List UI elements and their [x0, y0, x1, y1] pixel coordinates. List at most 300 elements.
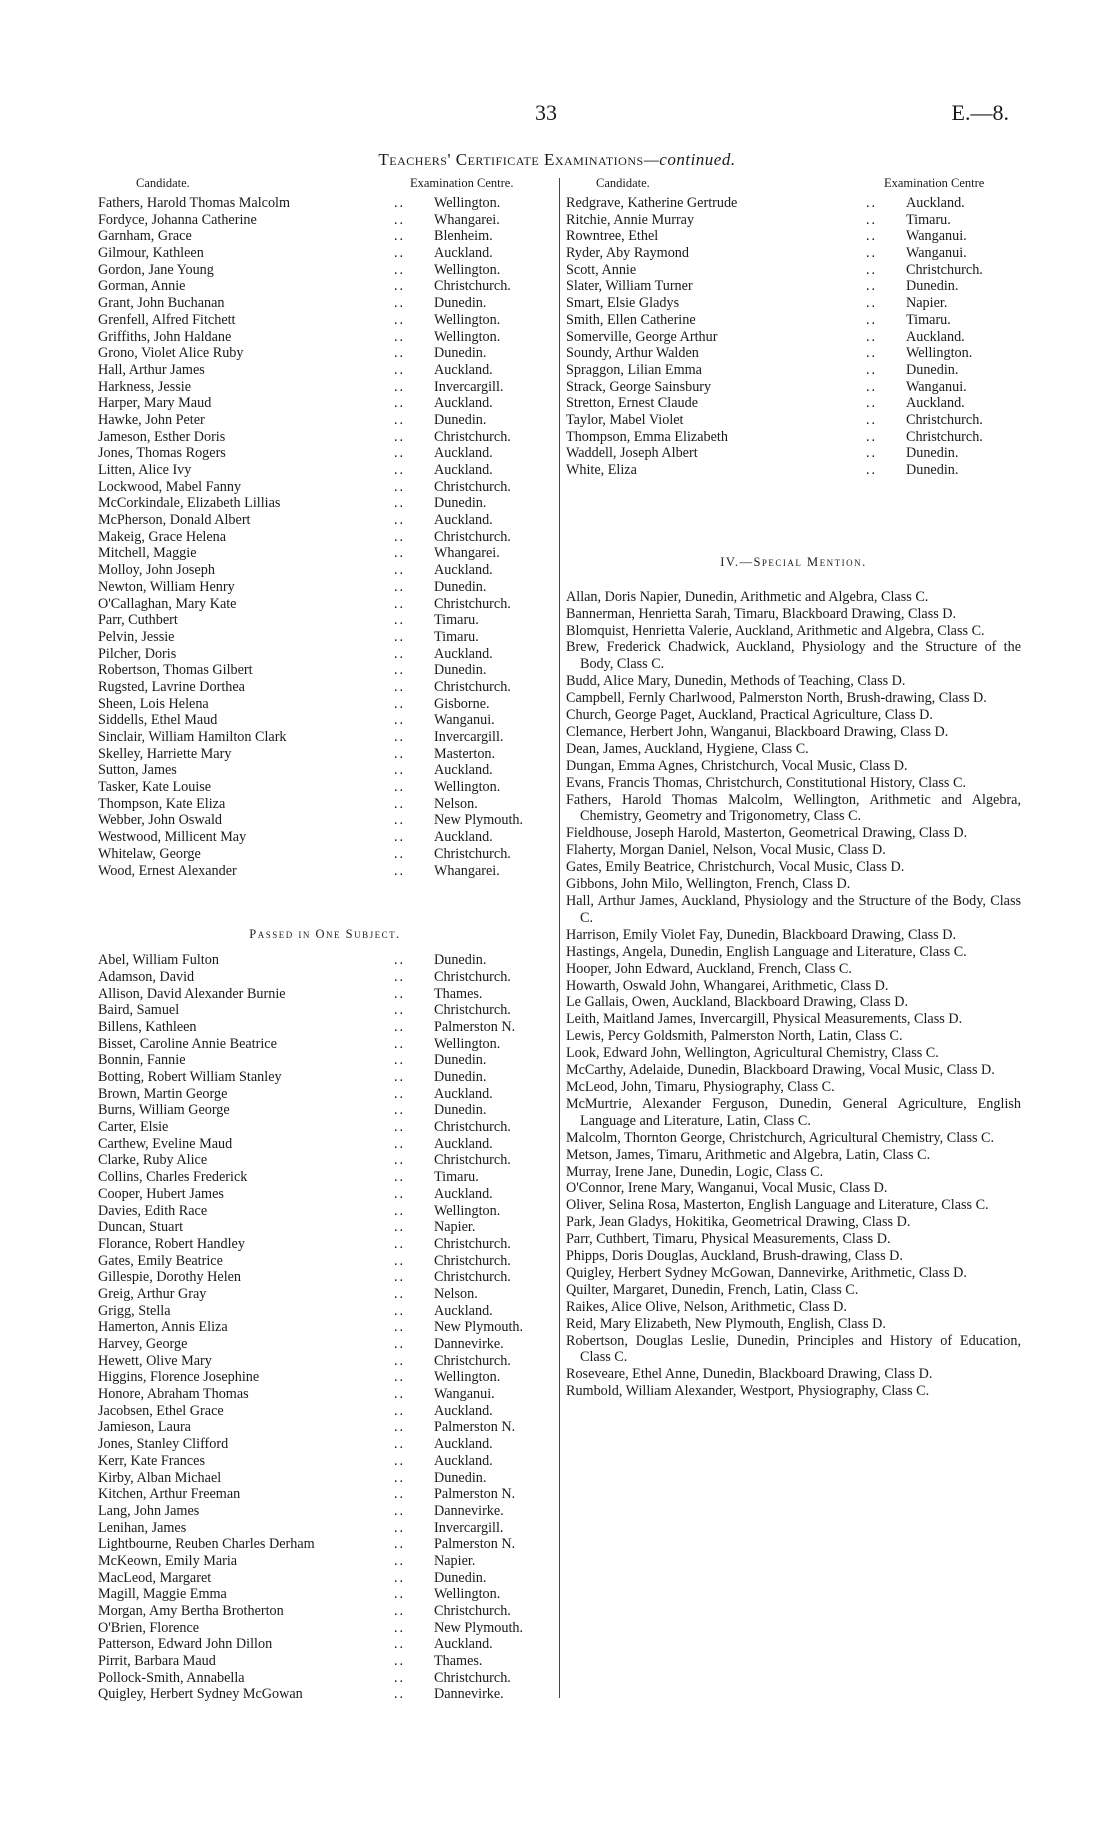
examination-centre: Invercargill.	[434, 729, 504, 745]
candidate-name: Patterson, Edward John Dillon	[98, 1636, 273, 1653]
leader-dots: ..	[394, 1653, 406, 1670]
list-item	[94, 345, 556, 362]
examination-centre: Dunedin.	[434, 411, 487, 428]
examination-centre: Auckland.	[434, 645, 493, 662]
examination-centre: Auckland.	[906, 395, 965, 412]
special-mention-entry: Budd, Alice Mary, Dunedin, Methods of Teaching, Class D.	[566, 673, 906, 690]
passed-one-subject-heading: Passed in One Subject.	[249, 927, 401, 942]
candidate-name: Jacobsen, Ethel Grace	[98, 1402, 224, 1419]
list-item	[566, 362, 1021, 379]
passed-candidates-list	[94, 195, 556, 879]
list-item	[94, 1536, 556, 1553]
examination-centre: Wellington.	[434, 1035, 501, 1052]
list-item	[94, 952, 556, 969]
special-mention-entry: Phipps, Doris Douglas, Auckland, Brush-drawing, Class D.	[566, 1248, 903, 1265]
examination-centre: Dannevirke.	[434, 1502, 504, 1519]
candidate-name: Collins, Charles Frederick	[98, 1169, 248, 1186]
list-item	[94, 212, 556, 229]
centre-header: Examination Centre.	[410, 176, 514, 190]
list-item	[94, 986, 556, 1003]
special-mention-entry: Quigley, Herbert Sydney McGowan, Dannevirke, Arithmetic, Class D.	[566, 1264, 967, 1281]
candidate-name: Hewett, Olive Mary	[98, 1352, 212, 1369]
heading-suffix: —continued.	[643, 150, 736, 169]
leader-dots: ..	[866, 261, 878, 278]
list-item	[94, 1119, 556, 1136]
leader-dots: ..	[394, 729, 406, 745]
leader-dots: ..	[394, 428, 406, 445]
list-item	[94, 1269, 556, 1286]
candidate-name: Harkness, Jessie	[98, 378, 191, 395]
leader-dots: ..	[394, 1586, 406, 1603]
leader-dots: ..	[394, 1319, 406, 1336]
candidate-name: MacLeod, Margaret	[98, 1569, 212, 1586]
leader-dots: ..	[394, 395, 406, 412]
list-item	[94, 579, 556, 596]
candidate-name: Mitchell, Maggie	[98, 545, 197, 562]
examination-centre: Nelson.	[434, 1285, 478, 1302]
examination-centre: New Plymouth.	[434, 1619, 524, 1636]
examination-centre: Whangarei.	[434, 545, 500, 562]
special-mention-entry: Oliver, Selina Rosa, Masterton, English Language and Literature, Class C.	[566, 1197, 989, 1214]
examination-centre: Invercargill.	[434, 1519, 504, 1536]
leader-dots: ..	[866, 328, 878, 345]
leader-dots: ..	[394, 411, 406, 428]
examination-centre: Whangarei.	[434, 211, 500, 228]
candidate-name: Gilmour, Kathleen	[98, 245, 204, 262]
examination-centre: Auckland.	[434, 512, 493, 529]
examination-centre: Dunedin.	[434, 295, 487, 312]
examination-centre: Dunedin.	[906, 278, 959, 295]
candidate-name: Lockwood, Mabel Fanny	[98, 478, 242, 495]
list-item	[566, 278, 1021, 295]
list-item	[566, 462, 1021, 479]
candidate-name: Gordon, Jane Young	[98, 261, 214, 278]
candidate-name: Billens, Kathleen	[98, 1018, 197, 1035]
examination-centre: Auckland.	[434, 395, 493, 412]
special-mention-entry: Raikes, Alice Olive, Nelson, Arithmetic, Class D.	[566, 1298, 847, 1315]
list-item	[94, 1069, 556, 1086]
examination-centre: Auckland.	[434, 462, 493, 478]
candidate-name: Parr, Cuthbert	[98, 612, 178, 629]
leader-dots: ..	[394, 1102, 406, 1119]
special-mention-entry: Murray, Irene Jane, Dunedin, Logic, Class C.	[566, 1163, 824, 1180]
candidate-name: Sutton, James	[98, 762, 177, 779]
examination-centre: Christchurch.	[434, 1002, 511, 1019]
leader-dots: ..	[394, 545, 406, 562]
list-item	[94, 1670, 556, 1687]
list-item	[94, 863, 556, 880]
examination-centre: Auckland.	[434, 562, 493, 579]
examination-centre: Blenheim.	[434, 228, 493, 245]
examination-centre: Napier.	[434, 1219, 476, 1236]
list-item	[94, 195, 556, 212]
candidate-name: Wood, Ernest Alexander	[98, 862, 237, 879]
leader-dots: ..	[394, 1469, 406, 1486]
candidate-name: Higgins, Florence Josephine	[98, 1369, 260, 1386]
list-item	[94, 1052, 556, 1069]
examination-centre: Dunedin.	[434, 1069, 487, 1085]
special-mention-entry: Rumbold, William Alexander, Westport, Physiography, Class C.	[566, 1383, 930, 1400]
candidate-name: Pilcher, Doris	[98, 645, 177, 662]
leader-dots: ..	[866, 428, 878, 445]
candidate-name: Redgrave, Katherine Gertrude	[566, 195, 738, 211]
list-item	[94, 1219, 556, 1236]
list-item	[94, 1019, 556, 1036]
leader-dots: ..	[394, 1486, 406, 1503]
candidate-name: Stretton, Ernest Claude	[566, 395, 698, 412]
candidate-name: Rowntree, Ethel	[566, 228, 659, 245]
special-mention-entry: Metson, James, Timaru, Arithmetic and Algebra, Latin, Class C.	[566, 1146, 931, 1163]
leader-dots: ..	[394, 261, 406, 278]
left-column	[94, 176, 556, 1703]
special-mention-entry: Hooper, John Edward, Auckland, French, Class C.	[566, 960, 852, 977]
special-mention-entry: Le Gallais, Owen, Auckland, Blackboard Drawing, Class D.	[566, 994, 908, 1011]
examination-centre: Wellington.	[434, 1202, 501, 1219]
list-item	[94, 1386, 556, 1403]
special-mention-entry: Reid, Mary Elizabeth, New Plymouth, English, Class D.	[566, 1315, 886, 1332]
examination-centre: Wanganui.	[906, 378, 967, 395]
leader-dots: ..	[394, 1135, 406, 1152]
leader-dots: ..	[394, 1519, 406, 1536]
leader-dots: ..	[394, 1285, 406, 1302]
leader-dots: ..	[866, 345, 878, 362]
examination-centre: Christchurch.	[434, 1669, 511, 1686]
leader-dots: ..	[394, 745, 406, 762]
leader-dots: ..	[394, 1536, 406, 1553]
list-item	[94, 612, 556, 629]
leader-dots: ..	[394, 361, 406, 378]
list-item	[94, 846, 556, 863]
list-item	[94, 262, 556, 279]
leader-dots: ..	[866, 361, 878, 378]
leader-dots: ..	[394, 1502, 406, 1519]
examination-centre: Christchurch.	[434, 1603, 511, 1619]
leader-dots: ..	[394, 1569, 406, 1586]
list-item	[566, 295, 1021, 312]
list-item	[94, 1136, 556, 1153]
candidate-name: Litten, Alice Ivy	[98, 462, 192, 478]
list-item	[94, 762, 556, 779]
leader-dots: ..	[866, 245, 878, 262]
leader-dots: ..	[394, 1603, 406, 1619]
candidate-name: Duncan, Stuart	[98, 1219, 184, 1236]
examination-centre: Christchurch.	[434, 678, 511, 695]
leader-dots: ..	[394, 1336, 406, 1352]
candidate-name: Somerville, George Arthur	[566, 328, 718, 345]
examination-centre: Auckland.	[434, 829, 493, 846]
candidate-name: Kerr, Kate Frances	[98, 1452, 205, 1469]
examination-centre: Dannevirke.	[434, 1686, 504, 1703]
special-mention-entry: Evans, Francis Thomas, Christchurch, Constitutional History, Class C.	[566, 774, 966, 791]
special-mention-entry: Fathers, Harold Thomas Malcolm, Wellington, Arithmetic and Algebra, Chemistry, Geometry and Trigonometry, Class C.	[566, 791, 1021, 825]
special-mention-entry: Flaherty, Morgan Daniel, Nelson, Vocal Music, Class D.	[566, 842, 886, 859]
leader-dots: ..	[394, 245, 406, 262]
candidate-name: Smart, Elsie Gladys	[566, 295, 680, 312]
list-item	[94, 1336, 556, 1353]
list-item	[566, 228, 1021, 245]
examination-centre: Dunedin.	[434, 578, 487, 595]
special-mention-entry: Blomquist, Henrietta Valerie, Auckland, Arithmetic and Algebra, Class C.	[566, 622, 985, 639]
list-item	[94, 495, 556, 512]
leader-dots: ..	[394, 1402, 406, 1419]
list-item	[94, 1002, 556, 1019]
candidate-name: Soundy, Arthur Walden	[566, 345, 699, 362]
examination-centre: Palmerston N.	[434, 1486, 516, 1503]
special-mention-entry: Church, George Paget, Auckland, Practical Agriculture, Class D.	[566, 707, 933, 724]
list-item	[94, 412, 556, 429]
list-item	[566, 329, 1021, 346]
candidate-name: Jones, Thomas Rogers	[98, 445, 226, 462]
examination-centre: Timaru.	[434, 612, 479, 629]
candidate-name: Grigg, Stella	[98, 1302, 171, 1319]
examination-centre: Christchurch.	[906, 428, 983, 445]
leader-dots: ..	[394, 595, 406, 612]
leader-dots: ..	[394, 762, 406, 779]
candidate-name: Greig, Arthur Gray	[98, 1285, 207, 1302]
examination-centre: Auckland.	[434, 1452, 493, 1469]
list-item	[566, 262, 1021, 279]
special-mention-entry: Fieldhouse, Joseph Harold, Masterton, Geometrical Drawing, Class D.	[566, 825, 968, 842]
leader-dots: ..	[394, 645, 406, 662]
candidate-name: Webber, John Oswald	[98, 812, 222, 829]
list-item	[94, 545, 556, 562]
candidate-name: Magill, Maggie Emma	[98, 1586, 227, 1603]
examination-centre: Dunedin.	[434, 495, 487, 512]
list-item	[94, 1653, 556, 1670]
list-item	[94, 1303, 556, 1320]
list-item	[94, 1253, 556, 1270]
list-item	[94, 1503, 556, 1520]
examination-centre: Christchurch.	[434, 845, 511, 862]
candidate-name: Taylor, Mabel Violet	[566, 411, 684, 428]
leader-dots: ..	[866, 278, 878, 295]
candidate-name: Quigley, Herbert Sydney McGowan	[98, 1686, 303, 1703]
list-item	[94, 729, 556, 746]
leader-dots: ..	[394, 1302, 406, 1319]
special-mention-entry: Park, Jean Gladys, Hokitika, Geometrical Drawing, Class D.	[566, 1214, 911, 1231]
list-item	[94, 1236, 556, 1253]
candidate-name: Brown, Martin George	[98, 1085, 228, 1102]
leader-dots: ..	[394, 662, 406, 679]
page-number: 33	[535, 100, 557, 125]
list-item	[94, 1086, 556, 1103]
examination-centre: Dunedin.	[434, 1102, 487, 1119]
list-item	[94, 379, 556, 396]
list-item	[566, 379, 1021, 396]
leader-dots: ..	[394, 1069, 406, 1085]
special-mention-entry: Quilter, Margaret, Dunedin, French, Latin, Class C.	[566, 1281, 859, 1298]
list-item	[94, 1152, 556, 1169]
list-item	[94, 362, 556, 379]
list-item	[566, 429, 1021, 446]
leader-dots: ..	[394, 1235, 406, 1252]
list-item	[566, 445, 1021, 462]
list-item	[94, 1403, 556, 1420]
examination-centre: Auckland.	[434, 445, 493, 462]
leader-dots: ..	[394, 1085, 406, 1102]
list-item	[94, 1353, 556, 1370]
examination-centre: Dannevirke.	[434, 1336, 504, 1352]
candidate-name: Skelley, Harriette Mary	[98, 745, 232, 762]
candidate-name: Hamerton, Annis Eliza	[98, 1319, 228, 1336]
examination-centre: Wellington.	[434, 195, 501, 211]
list-item	[94, 512, 556, 529]
leader-dots: ..	[866, 395, 878, 412]
special-mention-entry: Roseveare, Ethel Anne, Dunedin, Blackboard Drawing, Class D.	[566, 1366, 933, 1383]
special-mention-entry: Malcolm, Thornton George, Christchurch, Agricultural Chemistry, Class C.	[566, 1129, 995, 1146]
special-mention-entry: Harrison, Emily Violet Fay, Dunedin, Blackboard Drawing, Class D.	[566, 926, 957, 943]
candidate-name: Adamson, David	[98, 968, 195, 985]
document-reference: E.—8.	[951, 100, 1009, 125]
candidate-name: Ritchie, Annie Murray	[566, 211, 695, 228]
list-item	[94, 1570, 556, 1587]
candidate-name: O'Brien, Florence	[98, 1619, 200, 1636]
candidate-name: Ryder, Aby Raymond	[566, 245, 689, 262]
list-item	[94, 1520, 556, 1537]
examination-centre: Wanganui.	[434, 712, 495, 729]
list-item	[94, 1686, 556, 1703]
candidate-name: White, Eliza	[566, 462, 637, 478]
list-item	[566, 345, 1021, 362]
candidate-name: Molloy, John Joseph	[98, 562, 215, 579]
candidate-name: Botting, Robert William Stanley	[98, 1069, 282, 1085]
list-item	[94, 1603, 556, 1620]
candidate-name: Bisset, Caroline Annie Beatrice	[98, 1035, 277, 1052]
leader-dots: ..	[394, 345, 406, 362]
special-mention-entry: Robertson, Douglas Leslie, Dunedin, Principles and History of Education, Class C.	[566, 1332, 1021, 1366]
leader-dots: ..	[394, 1018, 406, 1035]
passed-candidates-list-continued	[566, 195, 1021, 479]
list-item	[94, 1419, 556, 1436]
special-mention-entry: Bannerman, Henrietta Sarah, Timaru, Blackboard Drawing, Class D.	[566, 605, 957, 622]
examination-centre: Palmerston N.	[434, 1018, 516, 1035]
leader-dots: ..	[394, 1619, 406, 1636]
examination-centre: Wanganui.	[434, 1386, 495, 1403]
examination-centre: Auckland.	[434, 1436, 493, 1453]
list-item	[94, 662, 556, 679]
candidate-name: Clarke, Ruby Alice	[98, 1152, 208, 1169]
leader-dots: ..	[394, 628, 406, 645]
examination-centre: Timaru.	[906, 211, 951, 228]
candidate-name: Davies, Edith Race	[98, 1202, 208, 1219]
list-item	[566, 245, 1021, 262]
special-mention-entry: Clemance, Herbert John, Wanganui, Blackboard Drawing, Class D.	[566, 723, 949, 740]
list-item	[94, 1553, 556, 1570]
special-mention-heading: IV.—Special Mention.	[720, 554, 867, 569]
leader-dots: ..	[394, 695, 406, 712]
special-mention-entry: McMurtrie, Alexander Ferguson, Dunedin, General Agriculture, English Language and Literature, Latin, Class C.	[566, 1095, 1021, 1129]
examination-centre: Auckland.	[434, 1402, 493, 1419]
examination-centre: Dunedin.	[434, 1052, 487, 1069]
heading-title: Teachers' Certificate Examinations	[378, 150, 644, 169]
leader-dots: ..	[394, 985, 406, 1002]
special-mention-entry: Lewis, Percy Goldsmith, Palmerston North, Latin, Class C.	[566, 1028, 903, 1045]
candidate-name: McPherson, Donald Albert	[98, 512, 251, 529]
examination-centre: Thames.	[434, 985, 483, 1002]
special-mention-entry: Look, Edward John, Wellington, Agricultural Chemistry, Class C.	[566, 1045, 939, 1062]
leader-dots: ..	[866, 445, 878, 462]
list-item	[94, 1486, 556, 1503]
list-item	[94, 1470, 556, 1487]
examination-centre: Dunedin.	[434, 1569, 487, 1586]
list-item	[94, 829, 556, 846]
list-item	[94, 1036, 556, 1053]
candidate-name: Spraggon, Lilian Emma	[566, 361, 702, 378]
leader-dots: ..	[394, 1436, 406, 1453]
candidate-name: Smith, Ellen Catherine	[566, 311, 696, 328]
list-item	[94, 629, 556, 646]
candidate-name: Thompson, Emma Elizabeth	[566, 428, 728, 445]
examination-centre: Timaru.	[906, 311, 951, 328]
list-item	[94, 696, 556, 713]
candidate-name: Lang, John James	[98, 1502, 200, 1519]
leader-dots: ..	[394, 712, 406, 729]
leader-dots: ..	[394, 1352, 406, 1369]
examination-centre: Timaru.	[434, 628, 479, 645]
leader-dots: ..	[394, 211, 406, 228]
list-item	[94, 295, 556, 312]
examination-centre: Auckland.	[434, 245, 493, 262]
column-divider	[559, 178, 560, 1698]
list-item	[94, 562, 556, 579]
examination-centre: Wanganui.	[906, 228, 967, 245]
candidate-name: Scott, Annie	[566, 261, 637, 278]
special-mention-entry: Leith, Maitland James, Invercargill, Physical Measurements, Class D.	[566, 1011, 963, 1028]
leader-dots: ..	[394, 1035, 406, 1052]
special-mention-entry: McLeod, John, Timaru, Physiography, Class C.	[566, 1078, 835, 1095]
leader-dots: ..	[394, 1202, 406, 1219]
list-item	[94, 779, 556, 796]
examination-centre: Christchurch.	[906, 411, 983, 428]
list-item	[94, 429, 556, 446]
candidate-name: Fordyce, Johanna Catherine	[98, 211, 257, 228]
list-item	[94, 1369, 556, 1386]
examination-centre: Dunedin.	[906, 462, 959, 478]
special-mention-entry: Hall, Arthur James, Auckland, Physiology and the Structure of the Body, Class C.	[566, 893, 1021, 926]
list-item	[94, 679, 556, 696]
leader-dots: ..	[394, 862, 406, 879]
candidate-name: Honore, Abraham Thomas	[98, 1386, 249, 1403]
examination-centre: Whangarei.	[434, 862, 500, 879]
candidate-name: Burns, William George	[98, 1102, 230, 1119]
leader-dots: ..	[394, 829, 406, 846]
leader-dots: ..	[394, 1219, 406, 1236]
leader-dots: ..	[394, 1169, 406, 1186]
list-item	[94, 529, 556, 546]
candidate-name: McCorkindale, Elizabeth Lillias	[98, 495, 281, 512]
candidate-name: Pirrit, Barbara Maud	[98, 1653, 216, 1670]
leader-dots: ..	[394, 1552, 406, 1569]
examination-centre: Timaru.	[434, 1169, 479, 1186]
left-column-header	[94, 176, 556, 195]
leader-dots: ..	[394, 311, 406, 328]
list-item	[94, 1169, 556, 1186]
candidate-name: Robertson, Thomas Gilbert	[98, 662, 253, 679]
leader-dots: ..	[394, 952, 406, 969]
examination-centre: Auckland.	[906, 195, 965, 211]
examination-centre: Christchurch.	[434, 1152, 511, 1169]
leader-dots: ..	[394, 779, 406, 796]
examination-centre: Christchurch.	[434, 1269, 511, 1286]
candidate-name: Jones, Stanley Clifford	[98, 1436, 229, 1453]
special-mention-entry: Gibbons, John Milo, Wellington, French, Class D.	[566, 876, 851, 893]
candidate-name: Florance, Robert Handley	[98, 1235, 245, 1252]
examination-centre: Napier.	[434, 1552, 476, 1569]
list-item	[94, 228, 556, 245]
examination-centre: Wellington.	[434, 261, 501, 278]
list-item	[94, 1453, 556, 1470]
list-item	[94, 596, 556, 613]
